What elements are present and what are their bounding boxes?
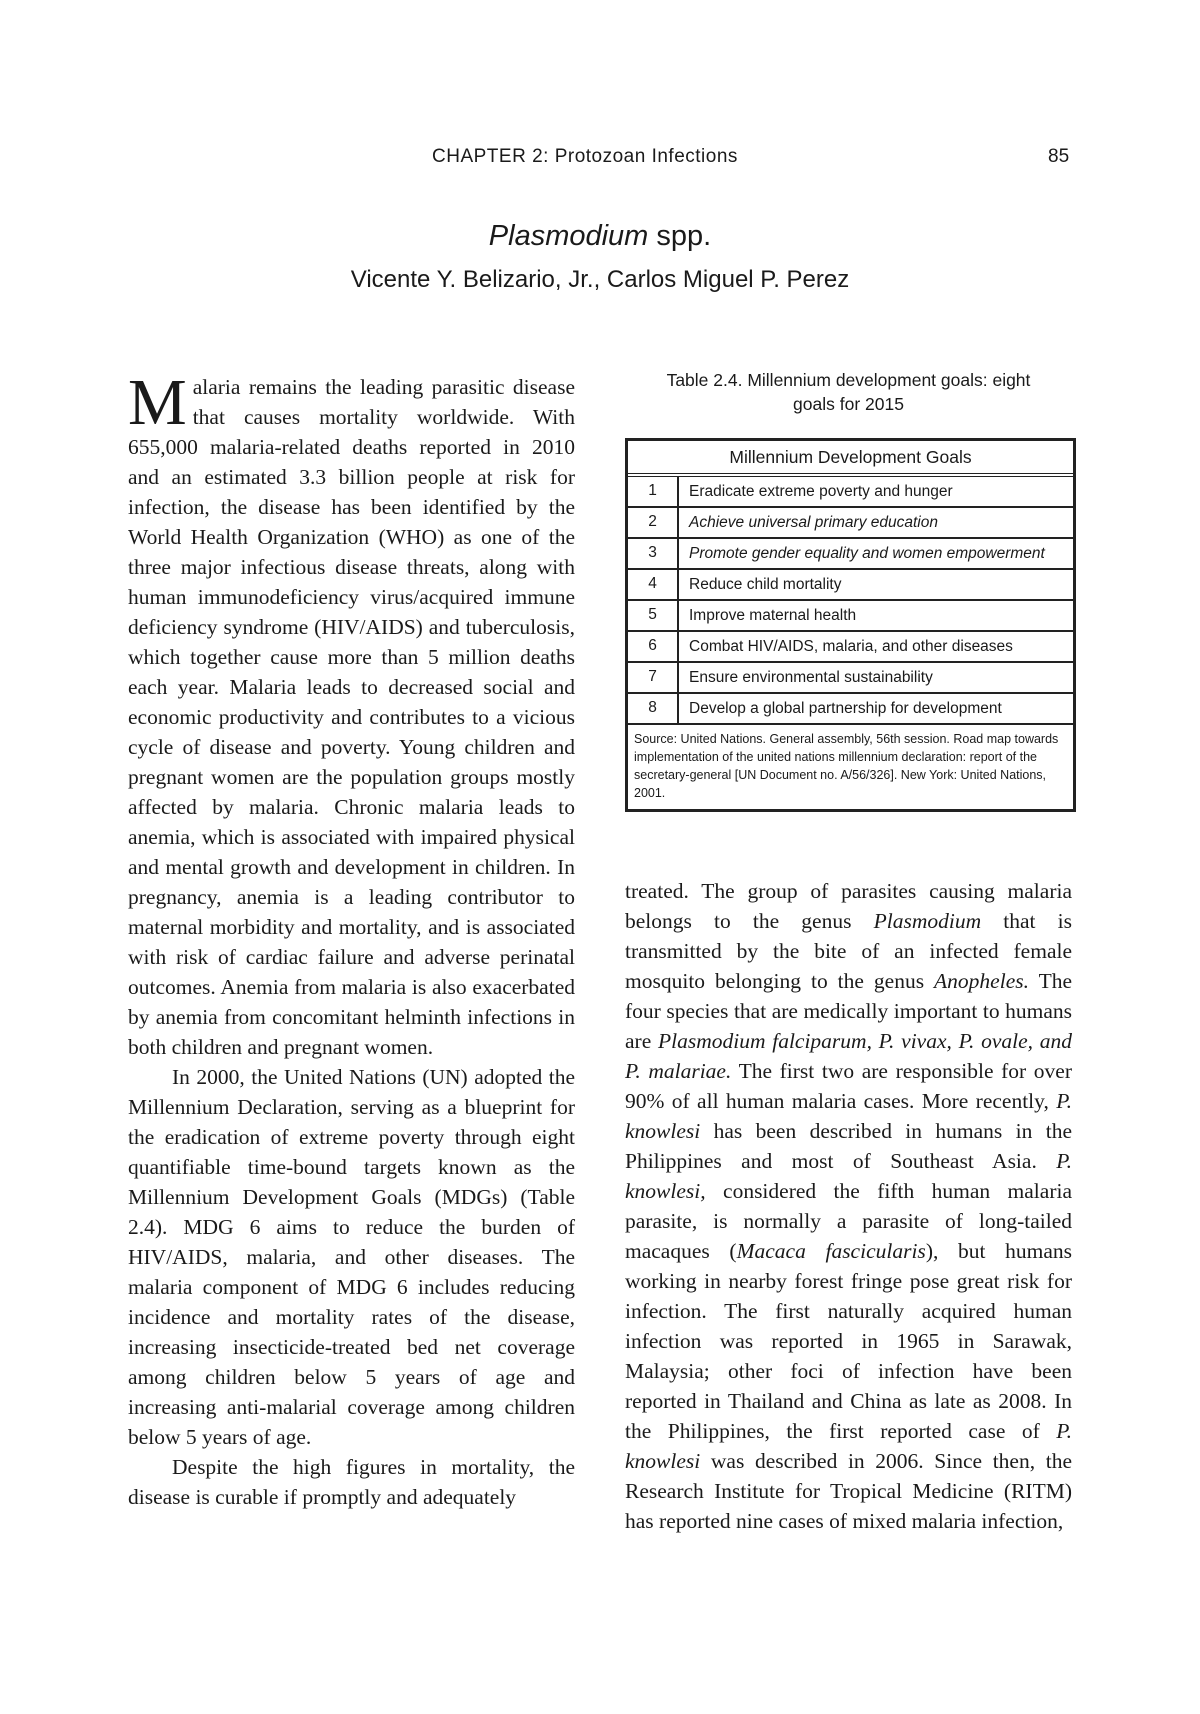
goal-text: Improve maternal health	[689, 607, 857, 624]
paragraph-plasmodium-species	[625, 876, 1072, 1536]
goal-text: Develop a global partnership for development	[689, 700, 1002, 717]
species-name: P. knowlesi	[625, 1419, 1072, 1473]
goal-number: 5	[628, 601, 679, 630]
table-caption	[625, 368, 1072, 416]
table-caption-line1: Table 2.4. Millennium development goals: eight	[666, 370, 1031, 390]
table-row	[628, 663, 1073, 694]
text-run: ), but humans working in nearby forest fringe pose great risk for infection. The first naturally acquired human infection was reported in 1965 in Sarawak, Malaysia; other foci of infection have been reported in Thailand and China as late as 2008. In the Philippines, the first reported case of	[625, 1239, 1073, 1443]
goal-number: 2	[628, 508, 679, 537]
species-name: P. knowlesi,	[625, 1149, 1072, 1203]
title-suffix: spp.	[648, 220, 712, 252]
table-caption-line2: goals for 2015	[793, 394, 904, 414]
table-row	[628, 601, 1073, 632]
paragraph-intro	[128, 366, 575, 1062]
goal-number: 6	[628, 632, 679, 661]
right-column	[625, 876, 1072, 1536]
drop-cap: M	[128, 366, 187, 439]
table-row	[628, 539, 1073, 570]
article-authors: Vicente Y. Belizario, Jr., Carlos Miguel P. Perez	[350, 266, 850, 293]
goal-number: 1	[628, 477, 679, 506]
table-row	[628, 570, 1073, 601]
paragraph-curable: Despite the high figures in mortality, the disease is curable if promptly and adequately	[128, 1455, 575, 1509]
goal-number: 3	[628, 539, 679, 568]
species-names: Plasmodium falciparum, P. vivax, P. ovale, and P. malariae.	[625, 1029, 1072, 1083]
species-name: P. knowlesi	[625, 1089, 1072, 1143]
species-name: Macaca fascicularis	[736, 1239, 926, 1263]
table-header: Millennium Development Goals	[628, 441, 1073, 477]
page-number: 85	[1048, 146, 1070, 167]
text-run: has been described in humans in the Philippines and most of Southeast Asia.	[625, 1119, 1072, 1173]
left-column	[128, 366, 575, 1512]
mdg-table	[625, 438, 1076, 812]
goal-number: 7	[628, 663, 679, 692]
running-head: CHAPTER 2: Protozoan Infections	[432, 146, 738, 167]
table-source-note: Source: United Nations. General assembly, 56th session. Road map towards implementation of the united nations millennium declaration: report of the secretary-general [UN Document no. A/56/326]. New York: United Nations, 2001.	[634, 732, 1059, 800]
article-title	[0, 220, 1200, 253]
paragraph-un-mdg: In 2000, the United Nations (UN) adopted the Millennium Declaration, serving as a blueprint for the eradication of extreme poverty through eight quantifiable time-bound targets known as the Millennium Development Goals (MDGs) (Table 2.4). MDG 6 aims to reduce the burden of HIV/AIDS, malaria, and other diseases. The malaria component of MDG 6 includes reducing incidence and mortality rates of the disease, increasing insecticide-treated bed net coverage among children below 5 years of age and increasing anti-malarial coverage among children below 5 years of age.	[128, 1065, 575, 1449]
goal-number: 8	[628, 694, 679, 723]
text-run: The first two are responsible for over 90% of all human malaria cases. More recently,	[625, 1059, 1072, 1113]
table-row	[628, 694, 1073, 725]
text-run: that is transmitted by the bite of an infected female mosquito belonging to the genus	[625, 909, 1072, 993]
goal-text: Ensure environmental sustainability	[689, 669, 933, 686]
text-run: was described in 2006. Since then, the Research Institute for Tropical Medicine (RITM) has reported nine cases of mixed malaria infection,	[625, 1449, 1072, 1533]
genus-name: Anopheles.	[934, 969, 1029, 993]
goal-text: Achieve universal primary education	[689, 514, 938, 531]
goal-number: 4	[628, 570, 679, 599]
table-row	[628, 508, 1073, 539]
title-genus: Plasmodium	[488, 220, 649, 252]
goal-text: Combat HIV/AIDS, malaria, and other diseases	[689, 638, 1013, 655]
goal-text: Promote gender equality and women empowerment	[689, 545, 1045, 562]
text-run: treated. The group of parasites causing malaria belongs to the genus	[625, 879, 1072, 933]
table-row	[628, 477, 1073, 508]
paragraph-intro-text: alaria remains the leading parasitic disease that causes mortality worldwide. With 655,000 malaria-related deaths reported in 2010 and an estimated 3.3 billion people at risk for infection, the disease has been identified by the World Health Organization (WHO) as one of the three major infectious disease threats, along with human immunodeficiency virus/acquired immune deficiency syndrome (HIV/AIDS) and tuberculosis, which together cause more than 5 million deaths each year. Malaria leads to decreased social and economic productivity and contributes to a vicious cycle of disease and poverty. Young children and pregnant women are the population groups mostly affected by malaria. Chronic malaria leads to anemia, which is associated with impaired physical and mental growth and development in children. In pregnancy, anemia is a leading contributor to maternal morbidity and mortality, and is associated with risk of cardiac failure and adverse perinatal outcomes. Anemia from malaria is also exacerbated by anemia from concomitant helminth infections in both children and pregnant women.	[128, 375, 575, 1059]
goal-text: Reduce child mortality	[689, 576, 842, 593]
goal-text: Eradicate extreme poverty and hunger	[689, 483, 953, 500]
table-row	[628, 632, 1073, 663]
text-run: considered the fifth human malaria parasite, is normally a parasite of long-tailed macaques (	[625, 1179, 1072, 1263]
genus-name: Plasmodium	[873, 909, 982, 933]
text-run: The four species that are medically important to humans are	[625, 969, 1072, 1053]
